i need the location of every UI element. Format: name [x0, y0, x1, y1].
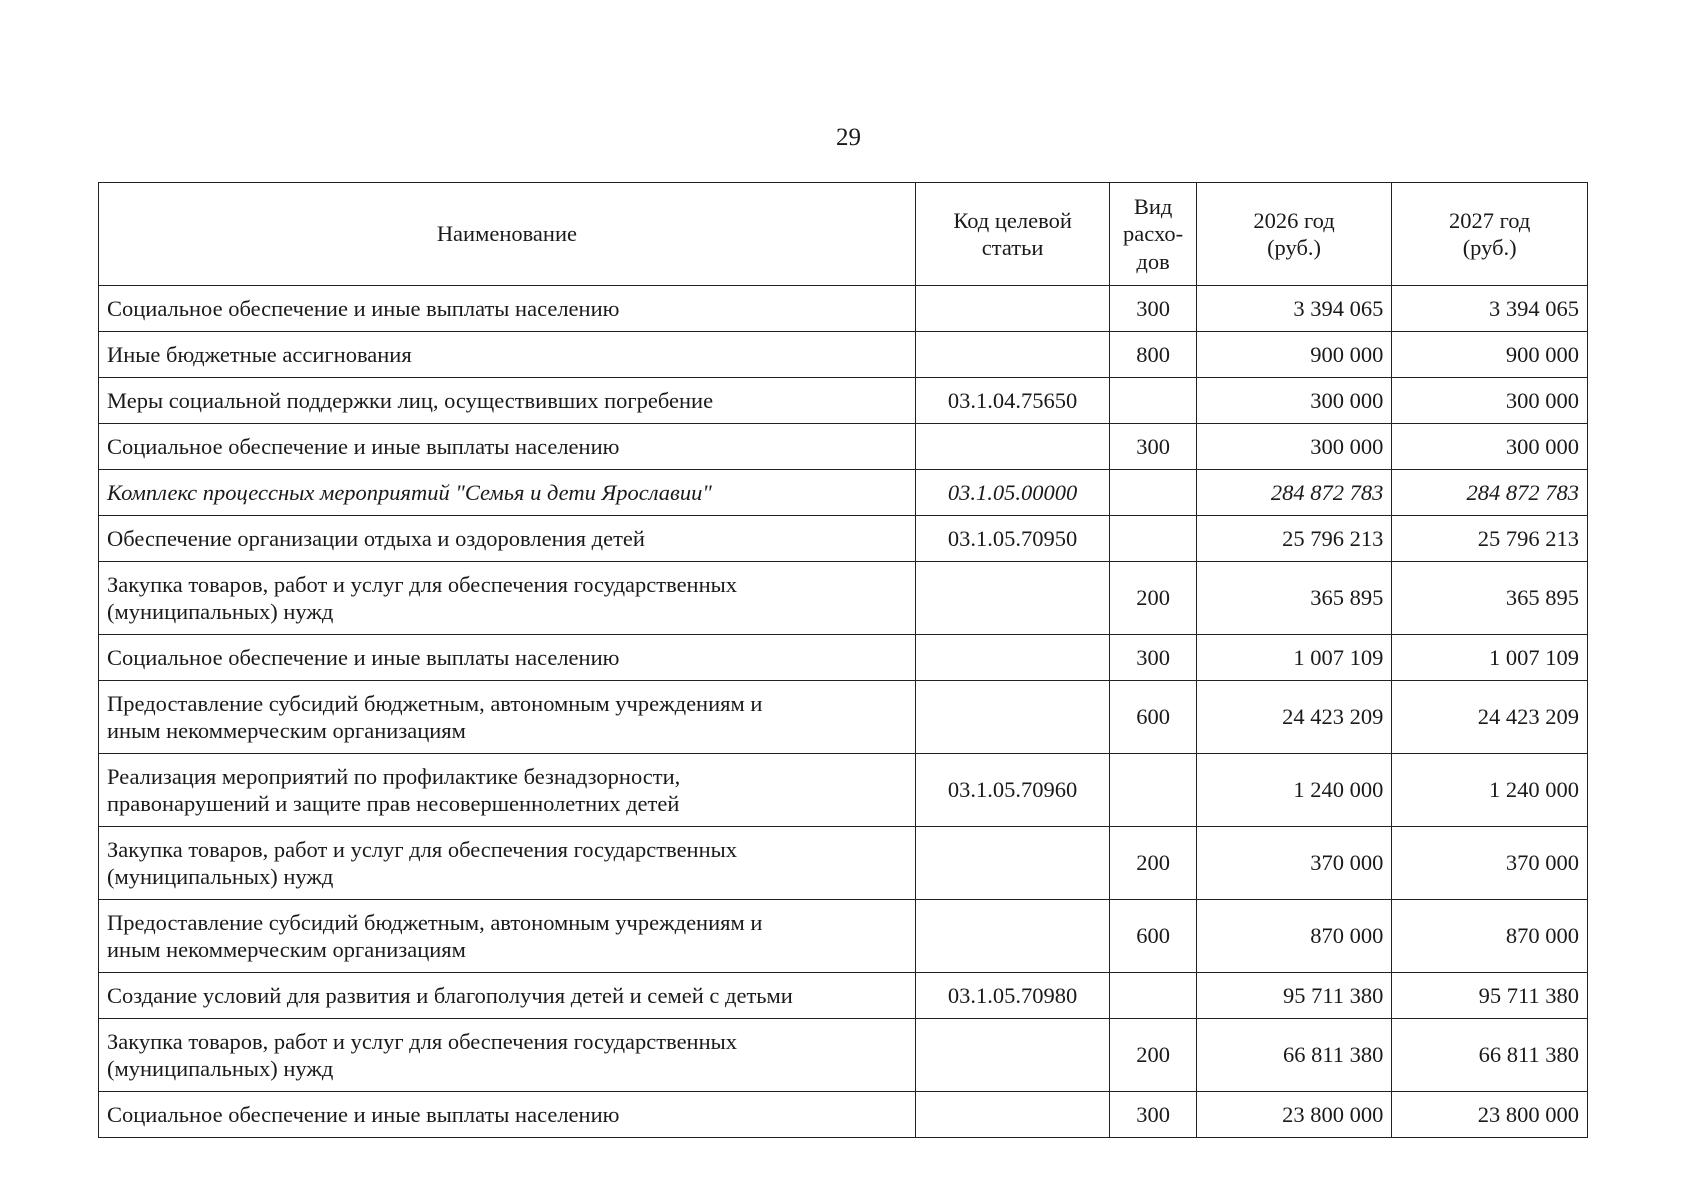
cell-name: Предоставление субсидий бюджетным, автономным учреждениям и иным некоммерческим организациям	[99, 900, 916, 973]
cell-expense-type	[1110, 973, 1196, 1019]
table-body	[99, 286, 1588, 1138]
table-row	[99, 681, 1588, 754]
cell-year-2026: 1 240 000	[1196, 754, 1392, 827]
cell-year-2026: 25 796 213	[1196, 516, 1392, 562]
cell-name: Комплекс процессных мероприятий "Семья и дети Ярославии"	[99, 470, 916, 516]
cell-code: 03.1.04.75650	[915, 378, 1110, 424]
header-code: Код целевой статьи	[915, 183, 1110, 286]
cell-year-2026: 3 394 065	[1196, 286, 1392, 332]
cell-year-2027: 23 800 000	[1392, 1092, 1588, 1138]
table-row	[99, 973, 1588, 1019]
header-name: Наименование	[99, 183, 916, 286]
table-row	[99, 332, 1588, 378]
cell-year-2026: 370 000	[1196, 827, 1392, 900]
cell-expense-type: 800	[1110, 332, 1196, 378]
cell-expense-type	[1110, 754, 1196, 827]
header-year-2027: 2027 год (руб.)	[1392, 183, 1588, 286]
cell-name: Закупка товаров, работ и услуг для обеспечения государственных (муниципальных) нужд	[99, 827, 916, 900]
cell-year-2027: 66 811 380	[1392, 1019, 1588, 1092]
cell-name: Закупка товаров, работ и услуг для обеспечения государственных (муниципальных) нужд	[99, 1019, 916, 1092]
cell-code	[915, 827, 1110, 900]
header-expense-type: Вид расхо- дов	[1110, 183, 1196, 286]
cell-code	[915, 1019, 1110, 1092]
cell-year-2027: 284 872 783	[1392, 470, 1588, 516]
table-row	[99, 1019, 1588, 1092]
cell-expense-type: 600	[1110, 900, 1196, 973]
cell-code	[915, 1092, 1110, 1138]
table-row	[99, 378, 1588, 424]
table-row	[99, 900, 1588, 973]
cell-code	[915, 332, 1110, 378]
cell-code: 03.1.05.70960	[915, 754, 1110, 827]
cell-expense-type: 300	[1110, 286, 1196, 332]
cell-year-2026: 300 000	[1196, 378, 1392, 424]
cell-year-2027: 300 000	[1392, 424, 1588, 470]
cell-name: Реализация мероприятий по профилактике безнадзорности, правонарушений и защите прав несовершеннолетних детей	[99, 754, 916, 827]
cell-expense-type: 600	[1110, 681, 1196, 754]
cell-code	[915, 635, 1110, 681]
cell-year-2027: 365 895	[1392, 562, 1588, 635]
cell-name: Предоставление субсидий бюджетным, автономным учреждениям и иным некоммерческим организациям	[99, 681, 916, 754]
table-row	[99, 754, 1588, 827]
cell-code	[915, 286, 1110, 332]
cell-year-2027: 1 240 000	[1392, 754, 1588, 827]
cell-code: 03.1.05.70980	[915, 973, 1110, 1019]
cell-code	[915, 424, 1110, 470]
table-row	[99, 424, 1588, 470]
cell-year-2026: 23 800 000	[1196, 1092, 1392, 1138]
cell-year-2027: 900 000	[1392, 332, 1588, 378]
page-number: 29	[836, 124, 861, 151]
table-row	[99, 286, 1588, 332]
table-row	[99, 827, 1588, 900]
cell-expense-type	[1110, 470, 1196, 516]
cell-name: Социальное обеспечение и иные выплаты населению	[99, 1092, 916, 1138]
cell-year-2026: 284 872 783	[1196, 470, 1392, 516]
table-row	[99, 635, 1588, 681]
cell-year-2026: 66 811 380	[1196, 1019, 1392, 1092]
cell-year-2027: 25 796 213	[1392, 516, 1588, 562]
cell-expense-type: 200	[1110, 562, 1196, 635]
cell-name: Социальное обеспечение и иные выплаты населению	[99, 635, 916, 681]
cell-year-2027: 870 000	[1392, 900, 1588, 973]
cell-year-2026: 870 000	[1196, 900, 1392, 973]
budget-table	[98, 182, 1588, 1138]
table-row	[99, 1092, 1588, 1138]
cell-year-2027: 95 711 380	[1392, 973, 1588, 1019]
cell-year-2026: 300 000	[1196, 424, 1392, 470]
cell-code	[915, 562, 1110, 635]
cell-name: Социальное обеспечение и иные выплаты населению	[99, 286, 916, 332]
cell-year-2026: 24 423 209	[1196, 681, 1392, 754]
cell-year-2026: 365 895	[1196, 562, 1392, 635]
cell-code	[915, 681, 1110, 754]
cell-expense-type: 300	[1110, 424, 1196, 470]
cell-year-2027: 370 000	[1392, 827, 1588, 900]
cell-code	[915, 900, 1110, 973]
cell-year-2026: 95 711 380	[1196, 973, 1392, 1019]
cell-code: 03.1.05.00000	[915, 470, 1110, 516]
cell-expense-type	[1110, 378, 1196, 424]
cell-year-2026: 900 000	[1196, 332, 1392, 378]
cell-expense-type: 300	[1110, 1092, 1196, 1138]
cell-year-2027: 1 007 109	[1392, 635, 1588, 681]
table-row	[99, 562, 1588, 635]
cell-name: Обеспечение организации отдыха и оздоровления детей	[99, 516, 916, 562]
cell-year-2026: 1 007 109	[1196, 635, 1392, 681]
header-year-2026: 2026 год (руб.)	[1196, 183, 1392, 286]
cell-expense-type	[1110, 516, 1196, 562]
table-header-row	[99, 183, 1588, 286]
cell-year-2027: 3 394 065	[1392, 286, 1588, 332]
cell-year-2027: 24 423 209	[1392, 681, 1588, 754]
cell-expense-type: 300	[1110, 635, 1196, 681]
cell-code: 03.1.05.70950	[915, 516, 1110, 562]
cell-name: Закупка товаров, работ и услуг для обеспечения государственных (муниципальных) нужд	[99, 562, 916, 635]
cell-year-2027: 300 000	[1392, 378, 1588, 424]
cell-name: Социальное обеспечение и иные выплаты населению	[99, 424, 916, 470]
cell-name: Меры социальной поддержки лиц, осуществивших погребение	[99, 378, 916, 424]
table-row	[99, 470, 1588, 516]
cell-name: Создание условий для развития и благополучия детей и семей с детьми	[99, 973, 916, 1019]
cell-expense-type: 200	[1110, 827, 1196, 900]
table-row	[99, 516, 1588, 562]
cell-expense-type: 200	[1110, 1019, 1196, 1092]
cell-name: Иные бюджетные ассигнования	[99, 332, 916, 378]
